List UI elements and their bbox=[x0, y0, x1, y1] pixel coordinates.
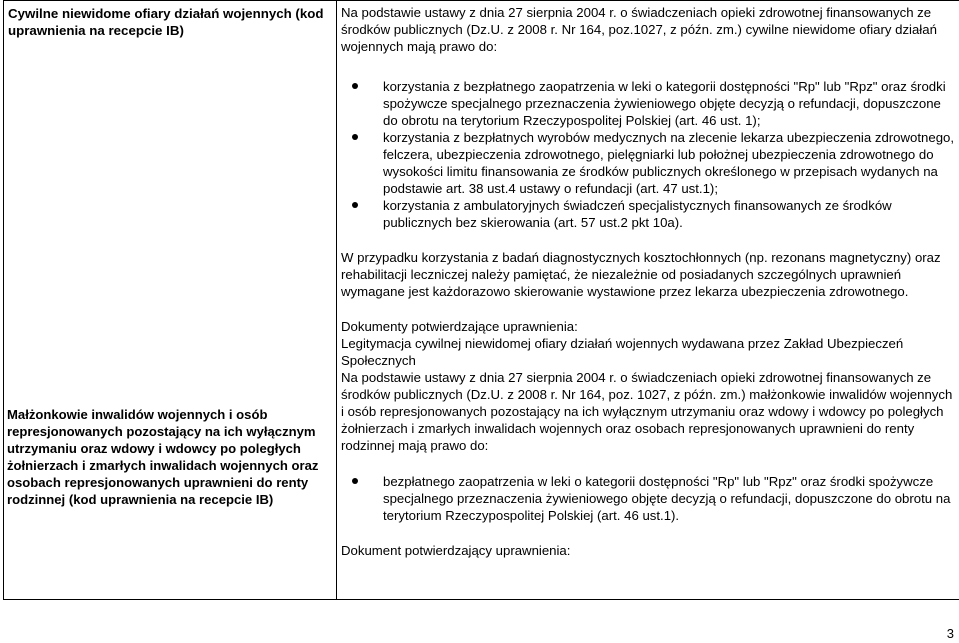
list-item bbox=[341, 473, 955, 524]
documents-text: Legitymacja cywilnej niewidomej ofiary działań wojennych wydawana przez Zakład Ubezpieczeń Społecznych bbox=[341, 336, 904, 368]
entitlement-cell bbox=[337, 1, 959, 600]
intro-paragraph-2: Na podstawie ustawy z dnia 27 sierpnia 2004 r. o świadczeniach opieki zdrowotnej finansowanych ze środków publicznych (Dz.U. z 2008 r. Nr 164, poz. 1027, z późn. zm.) małżonkowie inwalidów wojennych i osób represjonowanych pozostający na ich wyłącznym utrzymaniu oraz wdowy i wdowcy po poległych żołnierzach i zmarłych inwalidach wojennych oraz osobach represjonowanych uprawnieni do renty rodzinnej mają prawo do: bbox=[341, 370, 953, 453]
table-row bbox=[4, 1, 959, 600]
entitlement-content bbox=[337, 1, 959, 559]
list-item-text: korzystania z ambulatoryjnych świadczeń specjalistycznych finansowanych ze środków publicznych bez skierowania (art. 57 ust.2 pkt 10a). bbox=[383, 198, 892, 230]
list-item bbox=[341, 129, 955, 197]
list-item-text: korzystania z bezpłatnych wyrobów medycznych na zlecenie lekarza ubezpieczenia zdrowotnego, felczera, ubezpieczenia zdrowotnego, pielęgniarki lub położnej ubezpieczenia zdrowotnego do wysokości limitu finansowania ze środków publicznych określonego w przepisach wydanych na podstawie art. 38 ust.4 ustawy o refundacji (art. 47 ust.1); bbox=[383, 130, 955, 196]
documents-heading-2: Dokument potwierdzający uprawnienia: bbox=[341, 543, 571, 558]
bullet-icon bbox=[352, 134, 358, 140]
bullet-icon bbox=[352, 478, 358, 484]
category-cell bbox=[4, 1, 337, 600]
bullet-icon bbox=[352, 202, 358, 208]
category-label-2: Małżonkowie inwalidów wojennych i osób represjonowanych pozostający na ich wyłącznym utrzymaniu oraz wdowy i wdowcy po poległych żołnierzach i zmarłych inwalidach wojennych oraz osobach represjonowanych uprawnieni do renty rodzinnej (kod uprawnienia na recepcie IB) bbox=[7, 407, 319, 507]
entitlement-list bbox=[341, 78, 955, 231]
page-number: 3 bbox=[946, 626, 954, 641]
entitlements-table bbox=[3, 0, 959, 600]
list-item-text: korzystania z bezpłatnego zaopatrzenia w leki o kategorii dostępności "Rp" lub "Rpz" oraz środki spożywcze specjalnego przeznaczenia żywieniowego objęte decyzją o refundacji, dopuszczone do obrotu na terytorium Rzeczypospolitej Polskiej (art. 46 ust. 1); bbox=[383, 79, 946, 128]
list-item bbox=[341, 78, 955, 129]
documents-heading: Dokumenty potwierdzające uprawnienia: bbox=[341, 319, 578, 334]
intro-paragraph: Na podstawie ustawy z dnia 27 sierpnia 2004 r. o świadczeniach opieki zdrowotnej finansowanych ze środków publicznych (Dz.U. z 2008 r. Nr 164, poz.1027, z późn. zm.) cywilne niewidome ofiary działań wojennych mają prawo do: bbox=[341, 5, 937, 54]
entitlement-list-2 bbox=[341, 473, 955, 524]
note-paragraph: W przypadku korzystania z badań diagnostycznych kosztochłonnych (np. rezonans magnetyczny) oraz rehabilitacji leczniczej należy pamiętać, że niezależnie od posiadanych szczególnych uprawnień wymagane jest każdorazowo skierowanie wystawione przez lekarza ubezpieczenia zdrowotnego. bbox=[341, 250, 941, 299]
list-item bbox=[341, 197, 955, 231]
bullet-icon bbox=[352, 83, 358, 89]
category-label: Cywilne niewidome ofiary działań wojennych (kod uprawnienia na recepcie IB) bbox=[8, 6, 324, 38]
list-item-text: bezpłatnego zaopatrzenia w leki o kategorii dostępności "Rp" lub "Rpz" oraz środki spożywcze specjalnego przeznaczenia żywieniowego objęte decyzją o refundacji, dopuszczone do obrotu na terytorium Rzeczypospolitej Polskiej (art. 46 ust.1). bbox=[383, 474, 951, 523]
